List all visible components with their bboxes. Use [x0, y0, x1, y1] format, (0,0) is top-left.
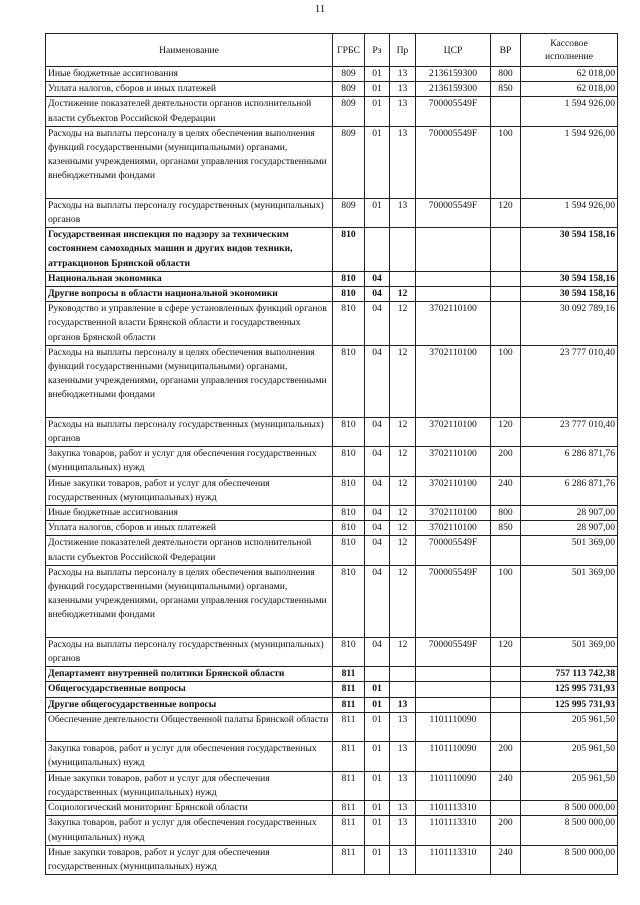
cell-grbs: 810 — [333, 521, 365, 536]
cell-vr — [491, 682, 521, 697]
cell-amount: 1 594 926,00 — [521, 126, 618, 198]
cell-amount: 125 995 731,93 — [521, 682, 618, 697]
cell-name: Закупка товаров, работ и услуг для обеспечения государственных (муниципальных) нужд — [46, 447, 333, 476]
cell-vr: 120 — [491, 637, 521, 666]
cell-name: Общегосударственные вопросы — [46, 682, 333, 697]
cell-csr: 3702110100 — [416, 302, 491, 346]
budget-table — [45, 33, 618, 875]
cell-csr: 700005549F — [416, 97, 491, 126]
cell-vr: 800 — [491, 67, 521, 82]
cell-vr: 850 — [491, 82, 521, 97]
cell-amount: 205 961,50 — [521, 742, 618, 771]
cell-vr: 100 — [491, 345, 521, 417]
cell-name: Расходы на выплаты персоналу государственных (муниципальных) органов — [46, 198, 333, 227]
cell-rz: 04 — [365, 506, 390, 521]
cell-csr: 700005549F — [416, 536, 491, 565]
table-row — [46, 565, 618, 637]
cell-csr: 3702110100 — [416, 345, 491, 417]
cell-amount: 125 995 731,93 — [521, 697, 618, 712]
cell-csr: 3702110100 — [416, 417, 491, 446]
cell-pr: 13 — [390, 816, 416, 845]
cell-rz: 01 — [365, 845, 390, 874]
cell-amount: 62 018,00 — [521, 67, 618, 82]
cell-grbs: 810 — [333, 476, 365, 505]
table-row — [46, 771, 618, 800]
cell-name: Другие вопросы в области национальной экономики — [46, 287, 333, 302]
cell-amount: 8 500 000,00 — [521, 816, 618, 845]
cell-vr: 800 — [491, 506, 521, 521]
cell-pr: 13 — [390, 801, 416, 816]
cell-name: Уплата налогов, сборов и иных платежей — [46, 82, 333, 97]
table-row — [46, 271, 618, 286]
cell-vr — [491, 302, 521, 346]
cell-csr: 1101113310 — [416, 845, 491, 874]
cell-grbs: 811 — [333, 697, 365, 712]
cell-name: Социологический мониторинг Брянской области — [46, 801, 333, 816]
cell-rz: 01 — [365, 682, 390, 697]
cell-name: Руководство и управление в сфере установленных функций органов государственной власти Брянской области и государственных органов Брянской области — [46, 302, 333, 346]
cell-rz: 04 — [365, 417, 390, 446]
table-row — [46, 697, 618, 712]
cell-grbs: 810 — [333, 228, 365, 272]
cell-name: Закупка товаров, работ и услуг для обеспечения государственных (муниципальных) нужд — [46, 742, 333, 771]
table-row — [46, 742, 618, 771]
cell-pr: 13 — [390, 198, 416, 227]
cell-rz — [365, 667, 390, 682]
cell-csr — [416, 287, 491, 302]
cell-grbs: 811 — [333, 742, 365, 771]
cell-vr — [491, 697, 521, 712]
cell-rz: 04 — [365, 637, 390, 666]
cell-csr — [416, 667, 491, 682]
cell-grbs: 809 — [333, 82, 365, 97]
cell-pr: 12 — [390, 302, 416, 346]
cell-vr: 100 — [491, 126, 521, 198]
cell-vr: 240 — [491, 771, 521, 800]
cell-csr: 700005549F — [416, 198, 491, 227]
cell-amount: 501 369,00 — [521, 637, 618, 666]
cell-vr — [491, 536, 521, 565]
table-row — [46, 521, 618, 536]
cell-csr — [416, 271, 491, 286]
cell-vr — [491, 271, 521, 286]
cell-name: Уплата налогов, сборов и иных платежей — [46, 521, 333, 536]
cell-amount: 30 594 158,16 — [521, 287, 618, 302]
cell-name: Другие общегосударственные вопросы — [46, 697, 333, 712]
cell-amount: 205 961,50 — [521, 712, 618, 741]
cell-name: Достижение показателей деятельности органов исполнительной власти субъектов Российской Федерации — [46, 536, 333, 565]
cell-rz: 04 — [365, 521, 390, 536]
cell-grbs: 810 — [333, 447, 365, 476]
cell-name: Расходы на выплаты персоналу в целях обеспечения выполнения функций государственными (муниципальными) органами, казенными учреждениями, органами управления государственными внебюджетными фондами — [46, 126, 333, 198]
cell-vr: 200 — [491, 816, 521, 845]
cell-pr: 12 — [390, 637, 416, 666]
table-row — [46, 198, 618, 227]
cell-vr — [491, 97, 521, 126]
cell-pr — [390, 271, 416, 286]
cell-rz: 01 — [365, 67, 390, 82]
cell-grbs: 810 — [333, 287, 365, 302]
cell-pr: 13 — [390, 712, 416, 741]
table-row — [46, 228, 618, 272]
cell-pr: 13 — [390, 97, 416, 126]
header-name: Наименование — [46, 34, 333, 67]
cell-rz: 01 — [365, 97, 390, 126]
cell-csr: 1101110090 — [416, 771, 491, 800]
cell-grbs: 811 — [333, 682, 365, 697]
table-row — [46, 82, 618, 97]
cell-csr — [416, 682, 491, 697]
cell-amount: 6 286 871,76 — [521, 476, 618, 505]
cell-grbs: 809 — [333, 126, 365, 198]
page-number: 11 — [314, 3, 326, 15]
table-row — [46, 712, 618, 741]
cell-rz: 04 — [365, 302, 390, 346]
cell-rz: 04 — [365, 447, 390, 476]
cell-grbs: 811 — [333, 801, 365, 816]
cell-csr: 1101110090 — [416, 712, 491, 741]
table-row — [46, 845, 618, 874]
cell-pr: 12 — [390, 287, 416, 302]
cell-amount: 1 594 926,00 — [521, 198, 618, 227]
cell-rz: 04 — [365, 565, 390, 637]
cell-grbs: 809 — [333, 198, 365, 227]
cell-csr: 1101110090 — [416, 742, 491, 771]
table-row — [46, 447, 618, 476]
header-rz: Рз — [365, 34, 390, 67]
cell-amount: 6 286 871,76 — [521, 447, 618, 476]
cell-csr: 3702110100 — [416, 521, 491, 536]
cell-pr: 13 — [390, 845, 416, 874]
cell-vr: 100 — [491, 565, 521, 637]
cell-amount: 30 594 158,16 — [521, 228, 618, 272]
cell-pr: 12 — [390, 417, 416, 446]
table-row — [46, 417, 618, 446]
cell-csr: 1101113310 — [416, 801, 491, 816]
cell-amount: 205 961,50 — [521, 771, 618, 800]
cell-amount: 1 594 926,00 — [521, 97, 618, 126]
cell-amount: 62 018,00 — [521, 82, 618, 97]
cell-name: Иные бюджетные ассигнования — [46, 67, 333, 82]
cell-rz: 04 — [365, 476, 390, 505]
cell-grbs: 811 — [333, 712, 365, 741]
header-grbs: ГРБС — [333, 34, 365, 67]
cell-vr: 240 — [491, 845, 521, 874]
cell-pr: 12 — [390, 565, 416, 637]
header-amount-line1: Кассовое — [550, 38, 588, 49]
cell-csr: 3702110100 — [416, 506, 491, 521]
cell-rz: 01 — [365, 816, 390, 845]
table-row — [46, 816, 618, 845]
cell-name: Иные закупки товаров, работ и услуг для обеспечения государственных (муниципальных) нужд — [46, 476, 333, 505]
table-row — [46, 126, 618, 198]
cell-rz: 04 — [365, 536, 390, 565]
cell-csr: 700005549F — [416, 637, 491, 666]
table-row — [46, 506, 618, 521]
cell-csr: 2136159300 — [416, 67, 491, 82]
cell-amount: 8 500 000,00 — [521, 801, 618, 816]
cell-grbs: 810 — [333, 565, 365, 637]
cell-rz: 04 — [365, 271, 390, 286]
cell-rz: 01 — [365, 771, 390, 800]
cell-vr: 120 — [491, 417, 521, 446]
table-row — [46, 302, 618, 346]
cell-name: Обеспечение деятельности Общественной палаты Брянской области — [46, 712, 333, 741]
header-amount-line2: исполнение — [545, 51, 593, 62]
cell-grbs: 811 — [333, 771, 365, 800]
cell-rz — [365, 228, 390, 272]
cell-grbs: 810 — [333, 345, 365, 417]
table-body — [46, 67, 618, 875]
cell-rz: 01 — [365, 198, 390, 227]
header-csr: ЦСР — [416, 34, 491, 67]
cell-csr: 2136159300 — [416, 82, 491, 97]
cell-vr: 850 — [491, 521, 521, 536]
cell-name: Государственная инспекция по надзору за техническим состоянием самоходных машин и других видов техники, аттракционов Брянской области — [46, 228, 333, 272]
cell-name: Расходы на выплаты персоналу в целях обеспечения выполнения функций государственными (муниципальными) органами, казенными учреждениями, органами управления государственными внебюджетными фондами — [46, 345, 333, 417]
cell-name: Национальная экономика — [46, 271, 333, 286]
cell-name: Достижение показателей деятельности органов исполнительной власти субъектов Российской Федерации — [46, 97, 333, 126]
table-row — [46, 67, 618, 82]
cell-csr: 1101113310 — [416, 816, 491, 845]
cell-vr — [491, 712, 521, 741]
cell-pr: 12 — [390, 476, 416, 505]
cell-pr — [390, 228, 416, 272]
table-row — [46, 287, 618, 302]
cell-csr: 3702110100 — [416, 476, 491, 505]
cell-csr — [416, 697, 491, 712]
cell-pr — [390, 667, 416, 682]
cell-grbs: 810 — [333, 506, 365, 521]
cell-pr: 12 — [390, 447, 416, 476]
cell-rz: 01 — [365, 82, 390, 97]
cell-amount: 30 092 789,16 — [521, 302, 618, 346]
cell-csr: 700005549F — [416, 126, 491, 198]
cell-rz: 01 — [365, 801, 390, 816]
cell-rz: 04 — [365, 287, 390, 302]
cell-vr — [491, 228, 521, 272]
cell-grbs: 810 — [333, 536, 365, 565]
table-row — [46, 682, 618, 697]
cell-grbs: 810 — [333, 637, 365, 666]
cell-vr — [491, 667, 521, 682]
cell-vr: 240 — [491, 476, 521, 505]
cell-pr: 12 — [390, 506, 416, 521]
cell-pr: 12 — [390, 345, 416, 417]
cell-pr: 13 — [390, 126, 416, 198]
table-row — [46, 536, 618, 565]
table-row — [46, 345, 618, 417]
cell-amount: 501 369,00 — [521, 536, 618, 565]
cell-amount: 30 594 158,16 — [521, 271, 618, 286]
header-row — [46, 34, 618, 67]
cell-pr: 12 — [390, 536, 416, 565]
cell-name: Иные закупки товаров, работ и услуг для обеспечения государственных (муниципальных) нужд — [46, 771, 333, 800]
header-pr: Пр — [390, 34, 416, 67]
cell-pr: 12 — [390, 521, 416, 536]
cell-vr: 200 — [491, 742, 521, 771]
cell-grbs: 809 — [333, 97, 365, 126]
cell-name: Иные закупки товаров, работ и услуг для обеспечения государственных (муниципальных) нужд — [46, 845, 333, 874]
cell-name: Иные бюджетные ассигнования — [46, 506, 333, 521]
cell-amount: 28 907,00 — [521, 506, 618, 521]
cell-pr: 13 — [390, 771, 416, 800]
cell-grbs: 811 — [333, 845, 365, 874]
cell-rz: 01 — [365, 126, 390, 198]
cell-pr: 13 — [390, 697, 416, 712]
cell-grbs: 811 — [333, 816, 365, 845]
cell-pr: 13 — [390, 82, 416, 97]
cell-grbs: 810 — [333, 302, 365, 346]
cell-name: Закупка товаров, работ и услуг для обеспечения государственных (муниципальных) нужд — [46, 816, 333, 845]
cell-csr — [416, 228, 491, 272]
header-vr: ВР — [491, 34, 521, 67]
cell-amount: 23 777 010,40 — [521, 345, 618, 417]
cell-vr — [491, 287, 521, 302]
cell-amount: 757 113 742,38 — [521, 667, 618, 682]
table-row — [46, 667, 618, 682]
table-row — [46, 97, 618, 126]
cell-rz: 01 — [365, 712, 390, 741]
cell-rz: 01 — [365, 742, 390, 771]
cell-amount: 501 369,00 — [521, 565, 618, 637]
cell-grbs: 811 — [333, 667, 365, 682]
cell-vr — [491, 801, 521, 816]
cell-rz: 01 — [365, 697, 390, 712]
cell-name: Департамент внутренней политики Брянской области — [46, 667, 333, 682]
cell-csr: 700005549F — [416, 565, 491, 637]
cell-vr: 200 — [491, 447, 521, 476]
cell-amount: 8 500 000,00 — [521, 845, 618, 874]
table-row — [46, 637, 618, 666]
table-row — [46, 801, 618, 816]
cell-vr: 120 — [491, 198, 521, 227]
cell-name: Расходы на выплаты персоналу в целях обеспечения выполнения функций государственными (муниципальными) органами, казенными учреждениями, органами управления государственными внебюджетными фондами — [46, 565, 333, 637]
cell-csr: 3702110100 — [416, 447, 491, 476]
cell-name: Расходы на выплаты персоналу государственных (муниципальных) органов — [46, 637, 333, 666]
cell-rz: 04 — [365, 345, 390, 417]
cell-pr — [390, 682, 416, 697]
cell-name: Расходы на выплаты персоналу государственных (муниципальных) органов — [46, 417, 333, 446]
cell-grbs: 810 — [333, 417, 365, 446]
cell-pr: 13 — [390, 742, 416, 771]
table-row — [46, 476, 618, 505]
header-amount — [521, 34, 618, 67]
cell-pr: 13 — [390, 67, 416, 82]
cell-amount: 23 777 010,40 — [521, 417, 618, 446]
cell-amount: 28 907,00 — [521, 521, 618, 536]
cell-grbs: 810 — [333, 271, 365, 286]
cell-grbs: 809 — [333, 67, 365, 82]
